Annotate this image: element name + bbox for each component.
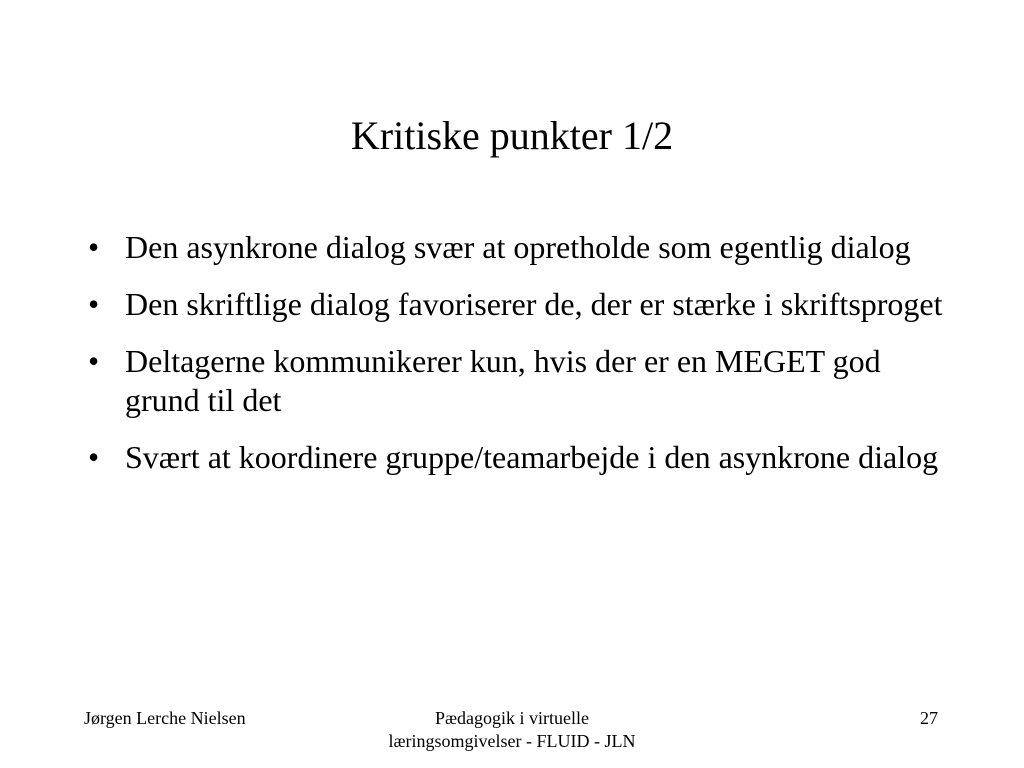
slide-title: Kritiske punkter 1/2 bbox=[350, 113, 674, 158]
footer-course-line-1: Pædagogik i virtuelle bbox=[435, 708, 589, 728]
bullet-text: Svært at koordinere gruppe/teamarbejde i den asynkrone dialog bbox=[125, 439, 939, 475]
bullet-marker: • bbox=[88, 229, 100, 265]
bullet-item bbox=[88, 438, 958, 477]
bullet-item bbox=[88, 285, 958, 324]
bullet-list bbox=[88, 228, 958, 495]
bullet-marker: • bbox=[88, 286, 100, 322]
bullet-text: Den skriftlige dialog favoriserer de, der er stærke i skriftsproget bbox=[125, 286, 943, 322]
footer-course-line-2: læringsomgivelser - FLUID - JLN bbox=[388, 731, 636, 751]
bullet-marker: • bbox=[88, 343, 100, 379]
bullet-item bbox=[88, 342, 958, 420]
bullet-item bbox=[88, 228, 958, 267]
bullet-text: Den asynkrone dialog svær at opretholde som egentlig dialog bbox=[125, 229, 911, 265]
footer-page-number: 27 bbox=[920, 708, 938, 728]
footer-author: Jørgen Lerche Nielsen bbox=[84, 708, 246, 728]
bullet-marker: • bbox=[88, 439, 100, 475]
footer-course bbox=[312, 707, 712, 753]
bullet-text: Deltagerne kommunikerer kun, hvis der er en MEGET god grund til det bbox=[125, 343, 881, 418]
